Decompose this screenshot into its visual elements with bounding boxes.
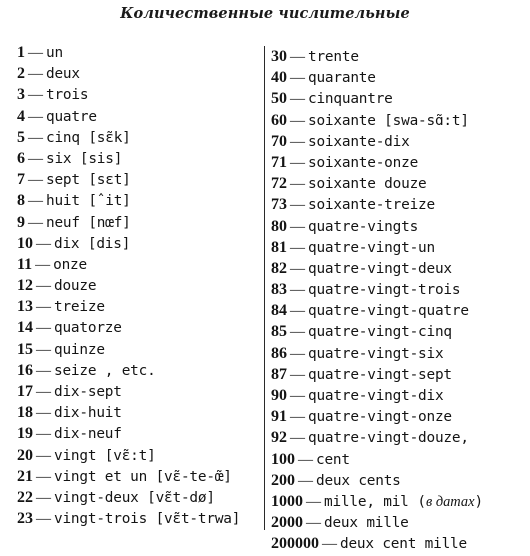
numeral-word: trente xyxy=(308,49,359,65)
list-item xyxy=(271,449,483,470)
numeral-word: soixante douze xyxy=(308,176,427,193)
numeral-digit: 71 xyxy=(271,153,287,171)
dash: — xyxy=(35,256,51,273)
dash: — xyxy=(36,320,51,337)
list-item xyxy=(271,258,483,279)
numeral-word: quatre xyxy=(46,108,97,125)
list-item xyxy=(271,173,483,194)
list-item xyxy=(17,233,240,254)
column-divider xyxy=(264,46,265,530)
list-item xyxy=(271,216,483,237)
dash: — xyxy=(290,154,305,171)
dash: — xyxy=(290,197,305,214)
numeral-digit: 100 xyxy=(271,450,295,468)
list-item xyxy=(17,487,240,508)
list-item xyxy=(17,106,240,127)
numeral-digit: 18 xyxy=(17,404,33,422)
dash: — xyxy=(28,108,43,125)
numeral-digit: 90 xyxy=(271,387,287,404)
dash: — xyxy=(28,87,43,104)
dash: — xyxy=(36,341,51,358)
numeral-digit: 1 xyxy=(17,44,25,61)
dash: — xyxy=(28,45,43,61)
dash: — xyxy=(290,49,305,65)
list-item xyxy=(271,88,483,109)
list-item xyxy=(17,508,240,529)
numeral-digit: 19 xyxy=(17,425,33,443)
list-item xyxy=(17,445,240,466)
list-item xyxy=(17,317,240,338)
dash: — xyxy=(290,303,305,320)
dash: — xyxy=(298,451,313,468)
list-item xyxy=(17,254,240,275)
list-item xyxy=(17,127,240,148)
numeral-digit: 70 xyxy=(271,132,287,150)
dash: — xyxy=(290,345,305,362)
numerals-list-right xyxy=(271,46,483,555)
numeral-digit: 73 xyxy=(271,196,287,214)
numeral-word: soixante-treize xyxy=(308,197,435,214)
numeral-word: dix [dis] xyxy=(54,235,131,252)
list-item xyxy=(17,275,240,296)
numeral-word: un xyxy=(46,45,63,61)
list-item xyxy=(271,364,483,385)
numeral-word: quatre-vingt-onze xyxy=(308,409,452,426)
numeral-word: sept [sɛt] xyxy=(46,172,131,189)
list-item xyxy=(271,533,483,554)
dash: — xyxy=(290,388,305,404)
list-item xyxy=(17,296,240,317)
numerals-list-left xyxy=(17,42,240,529)
numeral-digit: 80 xyxy=(271,217,287,235)
note-paren-close: ) xyxy=(474,493,484,510)
numeral-word: dix-neuf xyxy=(54,426,122,443)
dash: — xyxy=(36,511,51,528)
dash: — xyxy=(28,214,43,231)
list-item xyxy=(271,46,483,67)
list-item xyxy=(271,300,483,321)
dash: — xyxy=(290,324,305,341)
numeral-digit: 20 xyxy=(17,446,33,464)
numeral-word: deux mille xyxy=(324,515,409,532)
dash: — xyxy=(290,409,305,426)
numeral-word: seize , etc. xyxy=(54,362,156,379)
list-item xyxy=(17,148,240,169)
numeral-word: vingt-deux [vɛ̃t-dø] xyxy=(54,489,215,506)
numeral-digit: 200 xyxy=(271,471,295,489)
numeral-digit: 30 xyxy=(271,48,287,65)
numeral-word: vingt et un [vɛ̃-te-œ̃] xyxy=(54,468,232,485)
numeral-word: cent xyxy=(316,451,350,468)
list-item xyxy=(271,512,483,533)
dash: — xyxy=(28,66,43,83)
dash: — xyxy=(322,536,337,553)
list-item xyxy=(17,190,240,211)
numeral-word: neuf [nœf] xyxy=(46,214,131,231)
numeral-digit: 12 xyxy=(17,277,33,295)
numeral-word: vingt [vɛ̃:t] xyxy=(54,447,156,464)
numeral-digit: 15 xyxy=(17,340,33,358)
numeral-digit: 13 xyxy=(17,298,33,316)
numeral-word: cinq [sɛ̃k] xyxy=(46,129,131,146)
list-item xyxy=(17,212,240,233)
numeral-digit: 200000 xyxy=(271,535,319,553)
numeral-digit: 81 xyxy=(271,238,287,256)
dash: — xyxy=(290,239,305,256)
list-item xyxy=(17,402,240,423)
usage-note: в датах xyxy=(425,493,475,510)
dash: — xyxy=(36,405,51,422)
numeral-digit: 87 xyxy=(271,365,287,383)
numeral-digit: 2000 xyxy=(271,514,303,532)
numeral-word: quinze xyxy=(54,341,105,358)
list-item xyxy=(17,63,240,84)
numeral-word: quatre-vingt-quatre xyxy=(308,303,469,320)
list-item xyxy=(271,131,483,152)
numeral-digit: 85 xyxy=(271,323,287,341)
list-item xyxy=(271,470,483,491)
dash: — xyxy=(36,299,51,316)
list-item xyxy=(271,427,483,448)
numeral-word: trois xyxy=(46,87,89,104)
numeral-word: vingt-trois [vɛ̃t-trwa] xyxy=(54,511,241,528)
numeral-word: quatre-vingt-douze, xyxy=(308,430,469,447)
numeral-digit: 60 xyxy=(271,111,287,129)
numeral-digit: 16 xyxy=(17,361,33,379)
dash: — xyxy=(28,172,43,189)
dash: — xyxy=(290,91,305,108)
dash: — xyxy=(290,282,305,299)
numeral-digit: 91 xyxy=(271,408,287,426)
numeral-word: deux xyxy=(46,66,80,83)
list-item xyxy=(271,343,483,364)
list-item xyxy=(17,360,240,381)
numeral-digit: 8 xyxy=(17,192,25,210)
dash: — xyxy=(36,384,51,400)
numeral-digit: 50 xyxy=(271,90,287,108)
list-item xyxy=(17,466,240,487)
numeral-digit: 84 xyxy=(271,302,287,320)
list-item xyxy=(271,279,483,300)
numeral-word: deux cent mille xyxy=(340,536,467,553)
numeral-digit: 22 xyxy=(17,488,33,506)
dash: — xyxy=(290,176,305,193)
dash: — xyxy=(28,193,43,210)
numeral-word: six [sis] xyxy=(46,150,123,167)
dash: — xyxy=(290,70,305,87)
page-title: Количественные числительные xyxy=(120,5,410,22)
list-item xyxy=(17,42,240,63)
dash: — xyxy=(36,489,51,506)
numeral-digit: 14 xyxy=(17,319,33,337)
numeral-word: quatre-vingt-deux xyxy=(308,260,452,277)
list-item xyxy=(271,406,483,427)
dash: — xyxy=(290,260,305,277)
list-item xyxy=(17,339,240,360)
numeral-word: quatre-vingt-sept xyxy=(308,366,452,383)
dash: — xyxy=(36,468,51,485)
numeral-digit: 9 xyxy=(17,213,25,231)
numeral-word: mille, mil xyxy=(324,493,409,510)
numeral-digit: 82 xyxy=(271,259,287,277)
numeral-word: quatre-vingt-dix xyxy=(308,388,444,404)
numeral-digit: 7 xyxy=(17,171,25,189)
numeral-digit: 40 xyxy=(271,69,287,87)
list-item xyxy=(271,237,483,258)
numeral-digit: 4 xyxy=(17,107,25,125)
dash: — xyxy=(290,218,305,235)
list-item xyxy=(17,423,240,444)
numeral-word: onze xyxy=(53,256,87,273)
list-item xyxy=(271,67,483,88)
list-item xyxy=(271,491,483,512)
numeral-word: huit [ˆit] xyxy=(46,193,131,210)
list-item xyxy=(271,385,483,406)
numeral-word: cinquantre xyxy=(308,91,393,108)
numeral-digit: 2 xyxy=(17,65,25,83)
list-item xyxy=(17,381,240,402)
dash: — xyxy=(290,366,305,383)
numeral-word: quarante xyxy=(308,70,376,87)
numeral-word: dix-sept xyxy=(54,384,122,400)
numeral-word: dix-huit xyxy=(54,405,122,422)
dash: — xyxy=(28,129,43,146)
numeral-digit: 10 xyxy=(17,234,33,252)
numeral-word: quatre-vingts xyxy=(308,218,419,235)
list-item xyxy=(271,110,483,131)
numeral-digit: 11 xyxy=(17,255,33,273)
list-item xyxy=(17,169,240,190)
numeral-word: quatorze xyxy=(54,320,122,337)
numeral-digit: 1000 xyxy=(271,492,303,510)
numeral-word: soixante [swa-sɑ̃:t] xyxy=(308,112,469,129)
dash: — xyxy=(290,112,305,129)
numeral-word: quatre-vingt-un xyxy=(308,239,435,256)
numeral-word: treize xyxy=(54,299,105,316)
note-paren-open: ( xyxy=(417,493,426,510)
numeral-digit: 6 xyxy=(17,149,25,167)
numeral-digit: 23 xyxy=(17,510,33,528)
dash: — xyxy=(36,278,51,295)
dash: — xyxy=(306,493,321,510)
numeral-digit: 21 xyxy=(17,467,33,485)
dash: — xyxy=(36,362,51,379)
numeral-digit: 3 xyxy=(17,86,25,104)
numeral-word: quatre-vingt-trois xyxy=(308,282,461,299)
dash: — xyxy=(306,515,321,532)
numeral-word: soixante-dix xyxy=(308,133,410,150)
numeral-word: douze xyxy=(54,278,97,295)
list-item xyxy=(271,152,483,173)
numeral-digit: 83 xyxy=(271,281,287,299)
dash: — xyxy=(36,426,51,443)
dash: — xyxy=(290,430,305,447)
numeral-digit: 92 xyxy=(271,429,287,447)
numeral-word: quatre-vingt-six xyxy=(308,345,444,362)
numeral-digit: 86 xyxy=(271,344,287,362)
list-item xyxy=(271,321,483,342)
list-item xyxy=(271,194,483,215)
dash: — xyxy=(290,133,305,150)
numeral-digit: 72 xyxy=(271,175,287,193)
dash: — xyxy=(36,447,51,464)
numeral-word: soixante-onze xyxy=(308,154,419,171)
numeral-digit: 17 xyxy=(17,383,33,400)
numeral-word: quatre-vingt-cinq xyxy=(308,324,452,341)
numeral-word: deux cents xyxy=(316,472,401,489)
numeral-digit: 5 xyxy=(17,128,25,146)
list-item xyxy=(17,84,240,105)
dash: — xyxy=(36,235,51,252)
dash: — xyxy=(298,472,313,489)
dash: — xyxy=(28,150,43,167)
